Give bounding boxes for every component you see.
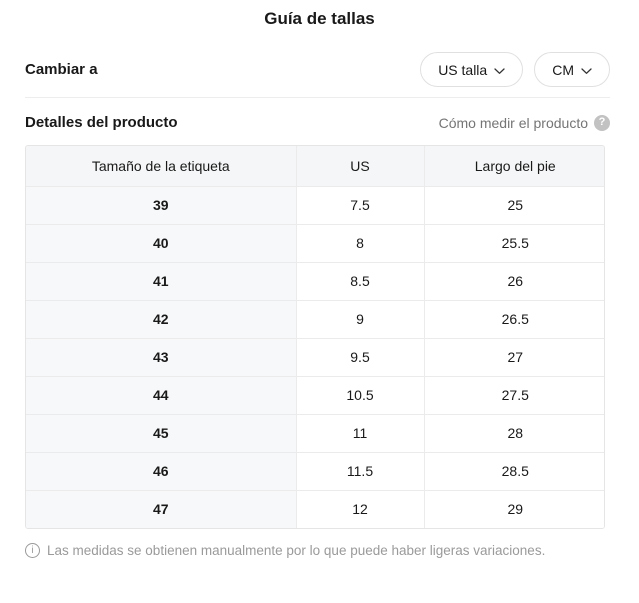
- switcher-pills: [420, 52, 610, 87]
- us-size-cell: 11.5: [296, 452, 424, 490]
- foot-length-cell: 26: [424, 262, 605, 300]
- us-size-cell: 10.5: [296, 376, 424, 414]
- column-header-us: US: [296, 146, 424, 186]
- table-row: [26, 338, 605, 376]
- info-circle-icon: i: [25, 543, 40, 558]
- section-title: Detalles del producto: [25, 114, 178, 131]
- us-size-cell: 7.5: [296, 186, 424, 224]
- unit-switcher: [25, 52, 610, 87]
- size-label-cell: 40: [26, 224, 296, 262]
- size-label-cell: 44: [26, 376, 296, 414]
- chevron-down-icon: [494, 62, 505, 78]
- table-row: [26, 376, 605, 414]
- table-row: [26, 490, 605, 528]
- size-label-cell: 43: [26, 338, 296, 376]
- column-header-foot-length: Largo del pie: [424, 146, 605, 186]
- foot-length-cell: 29: [424, 490, 605, 528]
- table-header-row: [26, 146, 605, 186]
- disclaimer-text: Las medidas se obtienen manualmente por lo que puede haber ligeras variaciones.: [47, 543, 546, 558]
- foot-length-cell: 28.5: [424, 452, 605, 490]
- us-size-cell: 11: [296, 414, 424, 452]
- us-size-cell: 9: [296, 300, 424, 338]
- table-row: [26, 186, 605, 224]
- table-row: [26, 300, 605, 338]
- foot-length-cell: 26.5: [424, 300, 605, 338]
- foot-length-cell: 25.5: [424, 224, 605, 262]
- product-details-header: [25, 114, 610, 131]
- size-label-cell: 39: [26, 186, 296, 224]
- disclaimer: [25, 543, 614, 558]
- unit-dropdown-label: CM: [552, 61, 574, 78]
- table-row: [26, 414, 605, 452]
- column-header-label-size: Tamaño de la etiqueta: [26, 146, 296, 186]
- switcher-label: Cambiar a: [25, 61, 98, 78]
- size-label-cell: 45: [26, 414, 296, 452]
- table-row: [26, 452, 605, 490]
- us-size-cell: 8: [296, 224, 424, 262]
- us-size-cell: 8.5: [296, 262, 424, 300]
- size-table: [25, 145, 605, 529]
- us-size-cell: 9.5: [296, 338, 424, 376]
- table-row: [26, 224, 605, 262]
- size-label-cell: 47: [26, 490, 296, 528]
- size-standard-dropdown-label: US talla: [438, 61, 488, 78]
- size-label-cell: 46: [26, 452, 296, 490]
- how-to-measure-label: Cómo medir el producto: [438, 114, 588, 131]
- unit-dropdown[interactable]: [534, 52, 610, 87]
- size-standard-dropdown[interactable]: [420, 52, 523, 87]
- table-body: [26, 186, 605, 528]
- how-to-measure-link[interactable]: [439, 115, 610, 131]
- foot-length-cell: 25: [424, 186, 605, 224]
- table-row: [26, 262, 605, 300]
- us-size-cell: 12: [296, 490, 424, 528]
- page-title: Guía de tallas: [264, 9, 375, 28]
- size-label-cell: 41: [26, 262, 296, 300]
- divider: [25, 97, 610, 98]
- foot-length-cell: 28: [424, 414, 605, 452]
- chevron-down-icon: [581, 62, 592, 78]
- size-label-cell: 42: [26, 300, 296, 338]
- foot-length-cell: 27.5: [424, 376, 605, 414]
- question-mark-circle-icon[interactable]: ?: [594, 115, 610, 131]
- foot-length-cell: 27: [424, 338, 605, 376]
